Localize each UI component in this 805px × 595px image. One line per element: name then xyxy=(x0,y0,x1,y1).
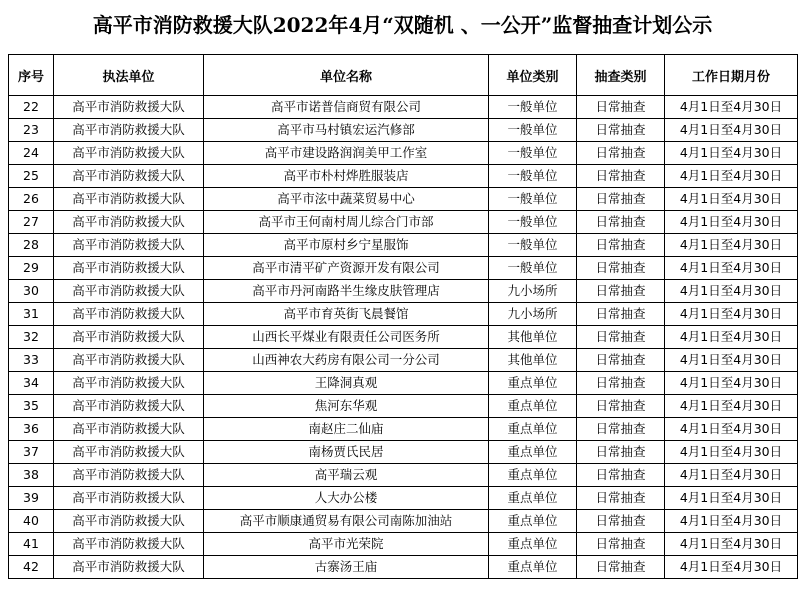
cell-check-type: 日常抽查 xyxy=(577,510,665,533)
cell-agency: 高平市消防救援大队 xyxy=(54,211,204,234)
table-row xyxy=(9,349,798,372)
cell-no: 28 xyxy=(9,234,54,257)
cell-unit-category: 重点单位 xyxy=(489,372,577,395)
cell-no: 38 xyxy=(9,464,54,487)
cell-check-type: 日常抽查 xyxy=(577,533,665,556)
cell-unit-name: 南赵庄二仙庙 xyxy=(204,418,489,441)
cell-unit-name: 高平市育英街飞晨餐馆 xyxy=(204,303,489,326)
cell-unit-category: 一般单位 xyxy=(489,211,577,234)
cell-unit-name: 焦河东华观 xyxy=(204,395,489,418)
cell-no: 34 xyxy=(9,372,54,395)
cell-unit-category: 一般单位 xyxy=(489,96,577,119)
cell-unit-category: 一般单位 xyxy=(489,165,577,188)
column-header-agency: 执法单位 xyxy=(54,55,204,96)
cell-no: 37 xyxy=(9,441,54,464)
cell-check-type: 日常抽查 xyxy=(577,372,665,395)
cell-work-period: 4月1日至4月30日 xyxy=(665,510,798,533)
cell-no: 29 xyxy=(9,257,54,280)
cell-agency: 高平市消防救援大队 xyxy=(54,119,204,142)
cell-work-period: 4月1日至4月30日 xyxy=(665,142,798,165)
cell-no: 30 xyxy=(9,280,54,303)
table-row xyxy=(9,464,798,487)
cell-unit-name: 南杨贾氏民居 xyxy=(204,441,489,464)
table-row xyxy=(9,556,798,579)
cell-work-period: 4月1日至4月30日 xyxy=(665,234,798,257)
cell-no: 27 xyxy=(9,211,54,234)
cell-agency: 高平市消防救援大队 xyxy=(54,533,204,556)
cell-no: 39 xyxy=(9,487,54,510)
cell-agency: 高平市消防救援大队 xyxy=(54,303,204,326)
cell-unit-name: 高平市清平矿产资源开发有限公司 xyxy=(204,257,489,280)
cell-check-type: 日常抽查 xyxy=(577,487,665,510)
cell-work-period: 4月1日至4月30日 xyxy=(665,556,798,579)
table-row xyxy=(9,395,798,418)
cell-work-period: 4月1日至4月30日 xyxy=(665,326,798,349)
cell-no: 24 xyxy=(9,142,54,165)
cell-agency: 高平市消防救援大队 xyxy=(54,96,204,119)
cell-no: 26 xyxy=(9,188,54,211)
cell-work-period: 4月1日至4月30日 xyxy=(665,372,798,395)
cell-no: 32 xyxy=(9,326,54,349)
cell-no: 25 xyxy=(9,165,54,188)
cell-check-type: 日常抽查 xyxy=(577,556,665,579)
cell-work-period: 4月1日至4月30日 xyxy=(665,303,798,326)
table-row xyxy=(9,441,798,464)
cell-unit-category: 重点单位 xyxy=(489,533,577,556)
table-row xyxy=(9,303,798,326)
cell-check-type: 日常抽查 xyxy=(577,119,665,142)
cell-no: 22 xyxy=(9,96,54,119)
cell-work-period: 4月1日至4月30日 xyxy=(665,211,798,234)
cell-check-type: 日常抽查 xyxy=(577,165,665,188)
cell-unit-name: 高平市朴村烨胜服装店 xyxy=(204,165,489,188)
cell-agency: 高平市消防救援大队 xyxy=(54,395,204,418)
cell-unit-name: 高平市泫中蔬菜贸易中心 xyxy=(204,188,489,211)
cell-no: 36 xyxy=(9,418,54,441)
cell-no: 40 xyxy=(9,510,54,533)
cell-unit-name: 古寨汤王庙 xyxy=(204,556,489,579)
cell-work-period: 4月1日至4月30日 xyxy=(665,349,798,372)
table-row xyxy=(9,510,798,533)
cell-agency: 高平市消防救援大队 xyxy=(54,188,204,211)
cell-agency: 高平市消防救援大队 xyxy=(54,510,204,533)
cell-agency: 高平市消防救援大队 xyxy=(54,280,204,303)
cell-check-type: 日常抽查 xyxy=(577,441,665,464)
cell-unit-category: 重点单位 xyxy=(489,556,577,579)
table-row xyxy=(9,119,798,142)
cell-no: 33 xyxy=(9,349,54,372)
document-title: 高平市消防救援大队2022年4月“双随机 、一公开”监督抽查计划公示 xyxy=(92,13,713,37)
table-row xyxy=(9,96,798,119)
cell-check-type: 日常抽查 xyxy=(577,280,665,303)
cell-agency: 高平市消防救援大队 xyxy=(54,349,204,372)
cell-no: 23 xyxy=(9,119,54,142)
cell-work-period: 4月1日至4月30日 xyxy=(665,280,798,303)
cell-work-period: 4月1日至4月30日 xyxy=(665,119,798,142)
cell-agency: 高平市消防救援大队 xyxy=(54,556,204,579)
cell-check-type: 日常抽查 xyxy=(577,395,665,418)
cell-unit-name: 山西神农大药房有限公司一分公司 xyxy=(204,349,489,372)
cell-unit-category: 其他单位 xyxy=(489,326,577,349)
cell-work-period: 4月1日至4月30日 xyxy=(665,441,798,464)
cell-work-period: 4月1日至4月30日 xyxy=(665,257,798,280)
column-header-unit-category: 单位类别 xyxy=(489,55,577,96)
cell-check-type: 日常抽查 xyxy=(577,234,665,257)
cell-check-type: 日常抽查 xyxy=(577,96,665,119)
cell-unit-category: 九小场所 xyxy=(489,303,577,326)
cell-unit-category: 重点单位 xyxy=(489,418,577,441)
cell-agency: 高平市消防救援大队 xyxy=(54,234,204,257)
cell-check-type: 日常抽查 xyxy=(577,142,665,165)
cell-unit-category: 重点单位 xyxy=(489,510,577,533)
table-row xyxy=(9,257,798,280)
table-row xyxy=(9,487,798,510)
cell-unit-name: 人大办公楼 xyxy=(204,487,489,510)
cell-unit-category: 重点单位 xyxy=(489,441,577,464)
cell-agency: 高平市消防救援大队 xyxy=(54,418,204,441)
table-row xyxy=(9,142,798,165)
cell-unit-name: 高平市丹河南路半生缘皮肤管理店 xyxy=(204,280,489,303)
table-row xyxy=(9,280,798,303)
cell-unit-category: 重点单位 xyxy=(489,487,577,510)
cell-agency: 高平市消防救援大队 xyxy=(54,464,204,487)
cell-unit-name: 高平瑞云观 xyxy=(204,464,489,487)
column-header-unit-name: 单位名称 xyxy=(204,55,489,96)
cell-agency: 高平市消防救援大队 xyxy=(54,372,204,395)
cell-unit-name: 王降洞真观 xyxy=(204,372,489,395)
cell-check-type: 日常抽查 xyxy=(577,257,665,280)
cell-unit-category: 一般单位 xyxy=(489,188,577,211)
table-row xyxy=(9,234,798,257)
cell-unit-name: 高平市王何南村周儿综合门市部 xyxy=(204,211,489,234)
cell-unit-name: 高平市诺普信商贸有限公司 xyxy=(204,96,489,119)
cell-agency: 高平市消防救援大队 xyxy=(54,441,204,464)
cell-check-type: 日常抽查 xyxy=(577,188,665,211)
cell-no: 42 xyxy=(9,556,54,579)
cell-unit-name: 山西长平煤业有限责任公司医务所 xyxy=(204,326,489,349)
cell-unit-category: 重点单位 xyxy=(489,464,577,487)
cell-work-period: 4月1日至4月30日 xyxy=(665,487,798,510)
cell-check-type: 日常抽查 xyxy=(577,326,665,349)
table-body xyxy=(9,96,798,579)
cell-check-type: 日常抽查 xyxy=(577,303,665,326)
cell-work-period: 4月1日至4月30日 xyxy=(665,96,798,119)
table-row xyxy=(9,326,798,349)
cell-unit-name: 高平市光荣院 xyxy=(204,533,489,556)
cell-check-type: 日常抽查 xyxy=(577,349,665,372)
table-header-row xyxy=(9,55,798,96)
table-row xyxy=(9,211,798,234)
cell-agency: 高平市消防救援大队 xyxy=(54,142,204,165)
cell-agency: 高平市消防救援大队 xyxy=(54,165,204,188)
cell-work-period: 4月1日至4月30日 xyxy=(665,395,798,418)
cell-unit-name: 高平市马村镇宏运汽修部 xyxy=(204,119,489,142)
cell-work-period: 4月1日至4月30日 xyxy=(665,464,798,487)
table-row xyxy=(9,533,798,556)
cell-unit-category: 九小场所 xyxy=(489,280,577,303)
table-row xyxy=(9,418,798,441)
column-header-work-period: 工作日期月份 xyxy=(665,55,798,96)
cell-unit-category: 一般单位 xyxy=(489,234,577,257)
column-header-check-type: 抽查类别 xyxy=(577,55,665,96)
cell-no: 35 xyxy=(9,395,54,418)
cell-agency: 高平市消防救援大队 xyxy=(54,326,204,349)
cell-unit-category: 一般单位 xyxy=(489,257,577,280)
cell-unit-category: 重点单位 xyxy=(489,395,577,418)
cell-unit-name: 高平市顺康通贸易有限公司南陈加油站 xyxy=(204,510,489,533)
cell-agency: 高平市消防救援大队 xyxy=(54,487,204,510)
table-row xyxy=(9,165,798,188)
cell-check-type: 日常抽查 xyxy=(577,464,665,487)
cell-unit-name: 高平市建设路润润美甲工作室 xyxy=(204,142,489,165)
cell-no: 31 xyxy=(9,303,54,326)
cell-unit-category: 一般单位 xyxy=(489,142,577,165)
table-row xyxy=(9,372,798,395)
table-row xyxy=(9,188,798,211)
cell-work-period: 4月1日至4月30日 xyxy=(665,533,798,556)
cell-agency: 高平市消防救援大队 xyxy=(54,257,204,280)
column-header-no: 序号 xyxy=(9,55,54,96)
cell-work-period: 4月1日至4月30日 xyxy=(665,188,798,211)
cell-unit-name: 高平市原村乡宁星服饰 xyxy=(204,234,489,257)
cell-unit-category: 一般单位 xyxy=(489,119,577,142)
cell-work-period: 4月1日至4月30日 xyxy=(665,165,798,188)
cell-work-period: 4月1日至4月30日 xyxy=(665,418,798,441)
cell-unit-category: 其他单位 xyxy=(489,349,577,372)
inspection-schedule-table xyxy=(8,54,798,579)
cell-no: 41 xyxy=(9,533,54,556)
cell-check-type: 日常抽查 xyxy=(577,418,665,441)
cell-check-type: 日常抽查 xyxy=(577,211,665,234)
